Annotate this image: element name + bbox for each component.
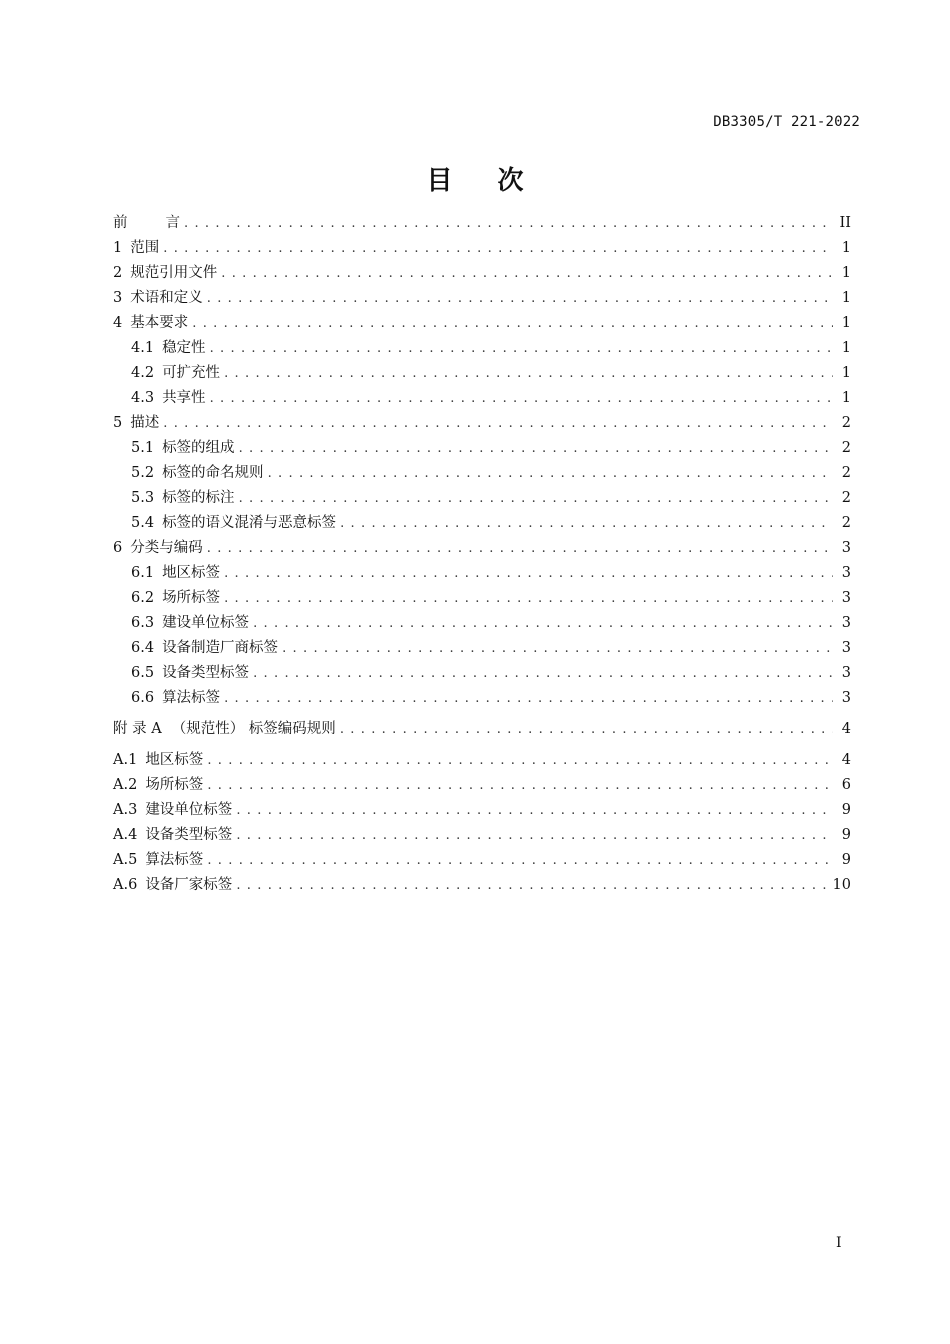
toc-entry-title: 建设单位标签 [145, 802, 233, 818]
toc-entry-number: A.3 [113, 802, 138, 818]
toc-entry-number: 6 [113, 540, 123, 556]
toc-entry-number: A.4 [113, 827, 138, 843]
toc-entry[interactable] [113, 717, 851, 742]
toc-entry-label [131, 436, 235, 461]
toc-entry-page: II [839, 215, 851, 231]
dot-leader [253, 661, 833, 686]
toc-entry-page: 2 [841, 490, 851, 506]
toc-entry-title: 范围 [130, 240, 160, 256]
toc-entry-label [113, 286, 203, 311]
toc-entry-title: 共享性 [162, 390, 206, 406]
dot-leader [163, 236, 833, 261]
toc-entry[interactable] [113, 748, 851, 773]
toc-entry[interactable] [113, 511, 851, 536]
toc-entry-number: 6.2 [131, 590, 155, 606]
toc-entry-label [113, 236, 159, 261]
toc-entry[interactable] [113, 311, 851, 336]
toc-entry[interactable] [113, 848, 851, 873]
dot-leader [239, 436, 833, 461]
toc-entry-label [113, 823, 232, 848]
toc-entry-page: 3 [841, 640, 851, 656]
toc-entry-label [113, 798, 232, 823]
toc-entry-title: 稳定性 [162, 340, 206, 356]
toc-entry-title: 标签的语义混淆与恶意标签 [162, 515, 337, 531]
toc-entry[interactable] [113, 461, 851, 486]
toc-entry-number: 附 录 A [113, 721, 162, 737]
toc-entry[interactable] [113, 286, 851, 311]
toc-entry-number: 前 [113, 215, 128, 231]
dot-leader [236, 798, 833, 823]
toc-entry-number: 6.3 [131, 615, 155, 631]
dot-leader [224, 561, 833, 586]
toc-entry-number: 6.6 [131, 690, 155, 706]
toc-entry-label [131, 611, 249, 636]
toc-entry[interactable] [113, 261, 851, 286]
toc-entry-number: 1 [113, 240, 123, 256]
toc-entry-number: 6.5 [131, 665, 155, 681]
toc-entry[interactable] [113, 823, 851, 848]
toc-entry-number: 4.3 [131, 390, 155, 406]
toc-entry-title: 场所标签 [162, 590, 221, 606]
dot-leader [207, 848, 833, 873]
dot-leader [163, 411, 833, 436]
toc-entry-title: 地区标签 [145, 752, 204, 768]
toc-entry-number: 4 [113, 315, 123, 331]
toc-entry-label [113, 748, 203, 773]
toc-entry[interactable] [113, 536, 851, 561]
toc-entry-page: 2 [841, 415, 851, 431]
document-code: DB3305/T 221-2022 [713, 114, 860, 130]
toc-entry-page: 1 [841, 315, 851, 331]
dot-leader [207, 773, 833, 798]
toc-entry-page: 3 [841, 565, 851, 581]
dot-leader [184, 211, 833, 236]
toc-entry-label [113, 848, 203, 873]
toc-entry-number: 5.1 [131, 440, 155, 456]
dot-leader [236, 873, 826, 898]
toc-entry-page: 6 [841, 777, 851, 793]
toc-entry-page: 1 [841, 265, 851, 281]
toc-entry-label [113, 261, 217, 286]
toc-entry-label [113, 717, 336, 742]
toc-entry-title: 基本要求 [130, 315, 189, 331]
toc-entry-label [131, 386, 206, 411]
page-number-footer: I [836, 1235, 842, 1251]
toc-entry-label [113, 773, 203, 798]
toc-entry-title: 地区标签 [162, 565, 221, 581]
toc-entry[interactable] [113, 386, 851, 411]
toc-entry-number: A.2 [113, 777, 138, 793]
toc-entry-title: 术语和定义 [130, 290, 203, 306]
dot-leader [340, 511, 833, 536]
table-of-contents [113, 211, 851, 898]
toc-entry-label [131, 586, 220, 611]
toc-entry-label [131, 461, 264, 486]
toc-entry-page: 3 [841, 540, 851, 556]
toc-entry-title: 言 [165, 215, 180, 231]
toc-entry-title: 可扩充性 [162, 365, 221, 381]
toc-entry[interactable] [113, 636, 851, 661]
toc-entry-page: 3 [841, 590, 851, 606]
dot-leader [253, 611, 833, 636]
toc-entry-page: 2 [841, 440, 851, 456]
toc-entry-number: 3 [113, 290, 123, 306]
toc-entry-title: 建设单位标签 [162, 615, 250, 631]
dot-leader [192, 311, 833, 336]
toc-entry-number: 6.1 [131, 565, 155, 581]
toc-entry-page: 10 [832, 877, 851, 893]
toc-entry-page: 2 [841, 515, 851, 531]
toc-entry-page: 9 [841, 827, 851, 843]
toc-entry[interactable] [113, 411, 851, 436]
toc-entry-number: 5.3 [131, 490, 155, 506]
dot-leader [221, 261, 833, 286]
dot-leader [268, 461, 833, 486]
toc-entry-number: A.6 [113, 877, 138, 893]
toc-entry-page: 4 [841, 721, 851, 737]
toc-entry-title: 标签的命名规则 [162, 465, 264, 481]
toc-entry-number: A.5 [113, 852, 138, 868]
dot-leader [224, 586, 833, 611]
toc-entry-page: 4 [841, 752, 851, 768]
dot-leader [239, 486, 833, 511]
toc-entry-number: 5.2 [131, 465, 155, 481]
toc-entry-page: 1 [841, 340, 851, 356]
toc-entry-title: 算法标签 [145, 852, 204, 868]
toc-entry-title: 算法标签 [162, 690, 221, 706]
dot-leader [236, 823, 833, 848]
toc-entry[interactable] [113, 686, 851, 711]
toc-entry-label [131, 636, 278, 661]
toc-entry-title: （规范性） 标签编码规则 [171, 721, 336, 737]
toc-entry[interactable] [113, 236, 851, 261]
toc-entry[interactable] [113, 361, 851, 386]
toc-entry-number: 6.4 [131, 640, 155, 656]
toc-entry-label [131, 361, 220, 386]
toc-entry-title: 设备类型标签 [162, 665, 250, 681]
toc-entry-page: 9 [841, 802, 851, 818]
toc-entry-label [113, 873, 232, 898]
toc-entry-label [113, 536, 203, 561]
toc-entry[interactable] [113, 211, 851, 236]
toc-entry-label [113, 411, 159, 436]
toc-entry-page: 3 [841, 615, 851, 631]
toc-entry-title: 标签的标注 [162, 490, 235, 506]
toc-entry[interactable] [113, 561, 851, 586]
toc-entry-title: 分类与编码 [130, 540, 203, 556]
toc-entry-label [131, 686, 220, 711]
toc-entry-title: 设备制造厂商标签 [162, 640, 279, 656]
dot-leader [210, 386, 833, 411]
toc-entry-label [131, 661, 249, 686]
toc-entry-page: 1 [841, 365, 851, 381]
toc-entry-label [113, 311, 188, 336]
dot-leader [207, 536, 833, 561]
toc-entry-title: 场所标签 [145, 777, 204, 793]
dot-leader [224, 686, 833, 711]
toc-entry-label [131, 336, 206, 361]
toc-entry[interactable] [113, 661, 851, 686]
toc-entry[interactable] [113, 486, 851, 511]
dot-leader [207, 286, 833, 311]
dot-leader [224, 361, 833, 386]
toc-entry[interactable] [113, 773, 851, 798]
toc-entry-page: 2 [841, 465, 851, 481]
toc-entry-number: 5 [113, 415, 123, 431]
toc-entry-page: 1 [841, 390, 851, 406]
toc-entry-title: 设备类型标签 [145, 827, 233, 843]
toc-entry-page: 3 [841, 690, 851, 706]
dot-leader [340, 717, 833, 742]
toc-entry-label [131, 511, 336, 536]
toc-entry-number: 5.4 [131, 515, 155, 531]
toc-entry[interactable] [113, 336, 851, 361]
toc-entry[interactable] [113, 798, 851, 823]
page-title: 目 次 [426, 166, 542, 196]
toc-entry-page: 1 [841, 290, 851, 306]
toc-entry-page: 3 [841, 665, 851, 681]
toc-entry-page: 1 [841, 240, 851, 256]
toc-entry-number: 2 [113, 265, 123, 281]
toc-entry-title: 设备厂家标签 [145, 877, 233, 893]
toc-entry-number: A.1 [113, 752, 138, 768]
toc-entry[interactable] [113, 586, 851, 611]
toc-entry-title: 规范引用文件 [130, 265, 218, 281]
dot-leader [207, 748, 833, 773]
toc-entry[interactable] [113, 436, 851, 461]
toc-entry-title: 标签的组成 [162, 440, 235, 456]
toc-entry-label [131, 561, 220, 586]
toc-entry-label [113, 211, 180, 236]
toc-entry-number: 4.2 [131, 365, 155, 381]
toc-entry[interactable] [113, 611, 851, 636]
dot-leader [210, 336, 833, 361]
toc-entry-number: 4.1 [131, 340, 155, 356]
toc-entry[interactable] [113, 873, 851, 898]
toc-entry-title: 描述 [130, 415, 160, 431]
toc-entry-label [131, 486, 235, 511]
toc-entry-page: 9 [841, 852, 851, 868]
dot-leader [282, 636, 833, 661]
